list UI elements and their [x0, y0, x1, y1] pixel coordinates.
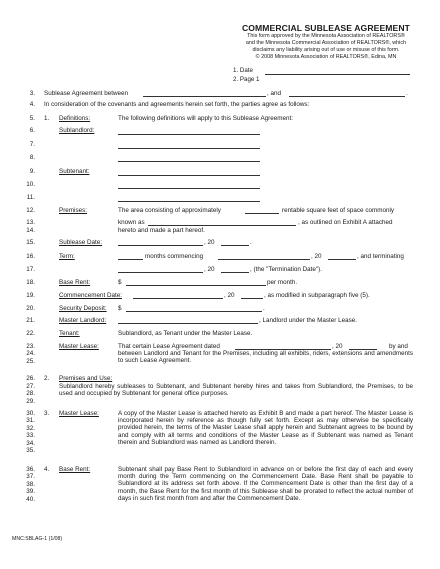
sublease-year-field[interactable] — [221, 245, 249, 246]
term-start-field[interactable] — [218, 259, 310, 260]
line-number: 5. — [29, 115, 35, 122]
approval-line: and the Minnesota Commercial Association of REALTORS®, which — [245, 40, 407, 46]
date-field[interactable] — [265, 74, 410, 75]
line-text: The area consisting of approximately — [118, 207, 221, 214]
line-text: In consideration of the covenants and agreements herein set forth, the parties agree as follows: — [44, 101, 310, 108]
term-label: Base Rent: — [59, 466, 91, 473]
paragraph-text: Subtenant shall pay Base Rent to Sublandlord in advance on or before the first day of each and every month during the Term commencing on the Commencement Date. Base Rent shall be payable to Sublandlord at its address set forth above. If the Commencement Date is other than the first day of a month, the Base Rent for the first month of this Sublease shall be prorated to reflect the actual number of days in such first month from and after the Commencement Date. — [118, 466, 413, 502]
line-text: That certain Lease Agreement dated — [118, 343, 220, 350]
subtenant-field[interactable] — [118, 175, 260, 176]
square-feet-field[interactable] — [245, 213, 279, 214]
line-number: 17. — [26, 266, 35, 273]
line-text: rentable square feet of space commonly — [282, 207, 395, 214]
line-text: , 20 — [204, 239, 215, 246]
party-one-field[interactable] — [143, 96, 266, 97]
line-text: , as modified in subparagraph five (5). — [264, 292, 370, 299]
sublandlord-field[interactable] — [118, 148, 260, 149]
line-number: 11. — [26, 194, 35, 201]
line-number: 15. — [26, 239, 35, 246]
line-number: 6. — [29, 127, 35, 134]
line-number-group: 26. 27. 28. 29. — [26, 375, 35, 405]
sublandlord-field[interactable] — [118, 161, 260, 162]
line-text: , (the "Termination Date"). — [250, 266, 323, 273]
line-text: . — [263, 305, 265, 312]
line-number: 19. — [26, 292, 35, 299]
line-text: Sublandlord, as Tenant under the Master Lease. — [118, 330, 253, 337]
form-code: MNC:SBLAG-1 (1/08) — [12, 536, 63, 542]
line-text: per month. — [267, 279, 298, 286]
line-text: , 20 — [224, 292, 235, 299]
sublease-date-field[interactable] — [118, 245, 203, 246]
term-label: Definitions: — [59, 115, 91, 122]
term-label: Sublease Date: — [59, 239, 103, 246]
page-label: 2. Page 1 — [233, 76, 260, 83]
term-label: Master Lease: — [59, 343, 99, 350]
section-number: 3. — [44, 410, 50, 417]
term-label: Security Deposit: — [59, 305, 107, 312]
base-rent-field[interactable] — [126, 285, 266, 286]
line-text: hereto and made a part hereof. — [118, 227, 205, 234]
section-number: 2. — [44, 375, 50, 382]
document-title: COMMERCIAL SUBLEASE AGREEMENT — [241, 23, 411, 33]
line-number: 21. — [26, 317, 35, 324]
term-label: Term: — [59, 253, 75, 260]
approval-line: disclaims any liability arising out of use or misuse of this form. — [252, 47, 400, 53]
paragraph-text: A copy of the Master Lease is attached hereto as Exhibit B and made a part hereof. The Master Lease is incorporated herein by reference as though fully set forth. Except as may otherwise be specifically provided herein, the terms of the Master Lease shall apply herein and Subtenant agrees to be bound by and comply with all terms and conditions of the Master Lease as if Subtenant was named as Tenant therein and Sublandlord was named as Landlord therein. — [118, 410, 413, 446]
line-number: 4. — [29, 101, 35, 108]
section-number: 4. — [44, 466, 50, 473]
term-label: Master Lease: — [59, 410, 99, 417]
line-text: $ — [118, 305, 122, 312]
term-label: Base Rent: — [59, 279, 91, 286]
line-number: 18. — [26, 279, 35, 286]
commencement-year-field[interactable] — [241, 298, 263, 299]
line-number: 10. — [26, 181, 35, 188]
line-number-group: 30. 31. 32. 33. 34. 35. — [26, 410, 35, 455]
date-label: 1. Date — [233, 67, 253, 74]
master-landlord-field[interactable] — [118, 323, 258, 324]
section-number: 1. — [44, 115, 50, 122]
line-text: , as outlined on Exhibit A attached — [298, 219, 393, 226]
term-label: Commencement Date: — [59, 292, 122, 299]
term-months-field[interactable] — [118, 259, 143, 260]
premises-address-field[interactable] — [148, 225, 296, 226]
security-deposit-field[interactable] — [126, 311, 262, 312]
party-two-field[interactable] — [289, 96, 405, 97]
term-start-year-field[interactable] — [328, 259, 356, 260]
copyright-line: © 2008 Minnesota Association of REALTORS®, Edina, MN — [255, 54, 397, 60]
line-text: , and — [267, 90, 282, 97]
term-label: Tenant: — [59, 330, 80, 337]
termination-year-field[interactable] — [221, 272, 249, 273]
line-number: 20. — [26, 305, 35, 312]
line-text: by and — [389, 343, 408, 350]
line-number: 3. — [29, 90, 35, 97]
line-number: 7. — [29, 141, 35, 148]
term-label: Master Landlord: — [59, 317, 107, 324]
term-label: Subtenant: — [59, 168, 90, 175]
line-text: , Landlord under the Master Lease. — [259, 317, 358, 324]
line-text: The following definitions will apply to this Sublease Agreement: — [118, 115, 294, 122]
line-text: . — [250, 239, 252, 246]
term-label: Premises: — [59, 207, 87, 214]
paragraph-text: Sublandlord hereby subleases to Subtenant, and Subtenant hereby hires and takes from Sublandlord, the Premises, to be used and occupied by Subtenant for general office purposes. — [59, 383, 413, 398]
term-label: Premises and Use: — [59, 375, 113, 382]
line-number-group: 23. 24. 25. — [26, 343, 35, 365]
line-text: known as — [118, 219, 145, 226]
termination-date-field[interactable] — [118, 272, 203, 273]
line-number: 12. — [26, 207, 35, 214]
subtenant-field[interactable] — [118, 201, 260, 202]
paragraph-text: between Landlord and Tenant for the Premises, including all exhibits, riders, extensions and amendments to such Lease Agreement. — [118, 350, 413, 365]
term-label: Sublandlord: — [59, 127, 95, 134]
line-number: 14. — [26, 227, 35, 234]
commencement-date-field[interactable] — [133, 298, 223, 299]
line-number: 16. — [26, 253, 35, 260]
line-text: . — [406, 90, 408, 97]
line-text: Sublease Agreement between — [44, 90, 129, 97]
line-text: , 20 — [311, 253, 322, 260]
approval-line: This form approved by the Minnesota Association of REALTORS® — [247, 33, 405, 39]
sublandlord-field[interactable] — [118, 134, 260, 135]
line-number: 8. — [29, 154, 35, 161]
line-number: 22. — [26, 330, 35, 337]
line-text: $ — [118, 279, 122, 286]
line-text: , 20 — [204, 266, 215, 273]
line-text: months commencing — [145, 253, 204, 260]
line-number: 13. — [26, 219, 35, 226]
line-number-group: 36. 37. 38. 39. 40. — [26, 466, 35, 503]
line-text: , 20 — [332, 343, 343, 350]
subtenant-field[interactable] — [118, 188, 260, 189]
line-number: 9. — [29, 168, 35, 175]
line-text: , and terminating — [357, 253, 404, 260]
